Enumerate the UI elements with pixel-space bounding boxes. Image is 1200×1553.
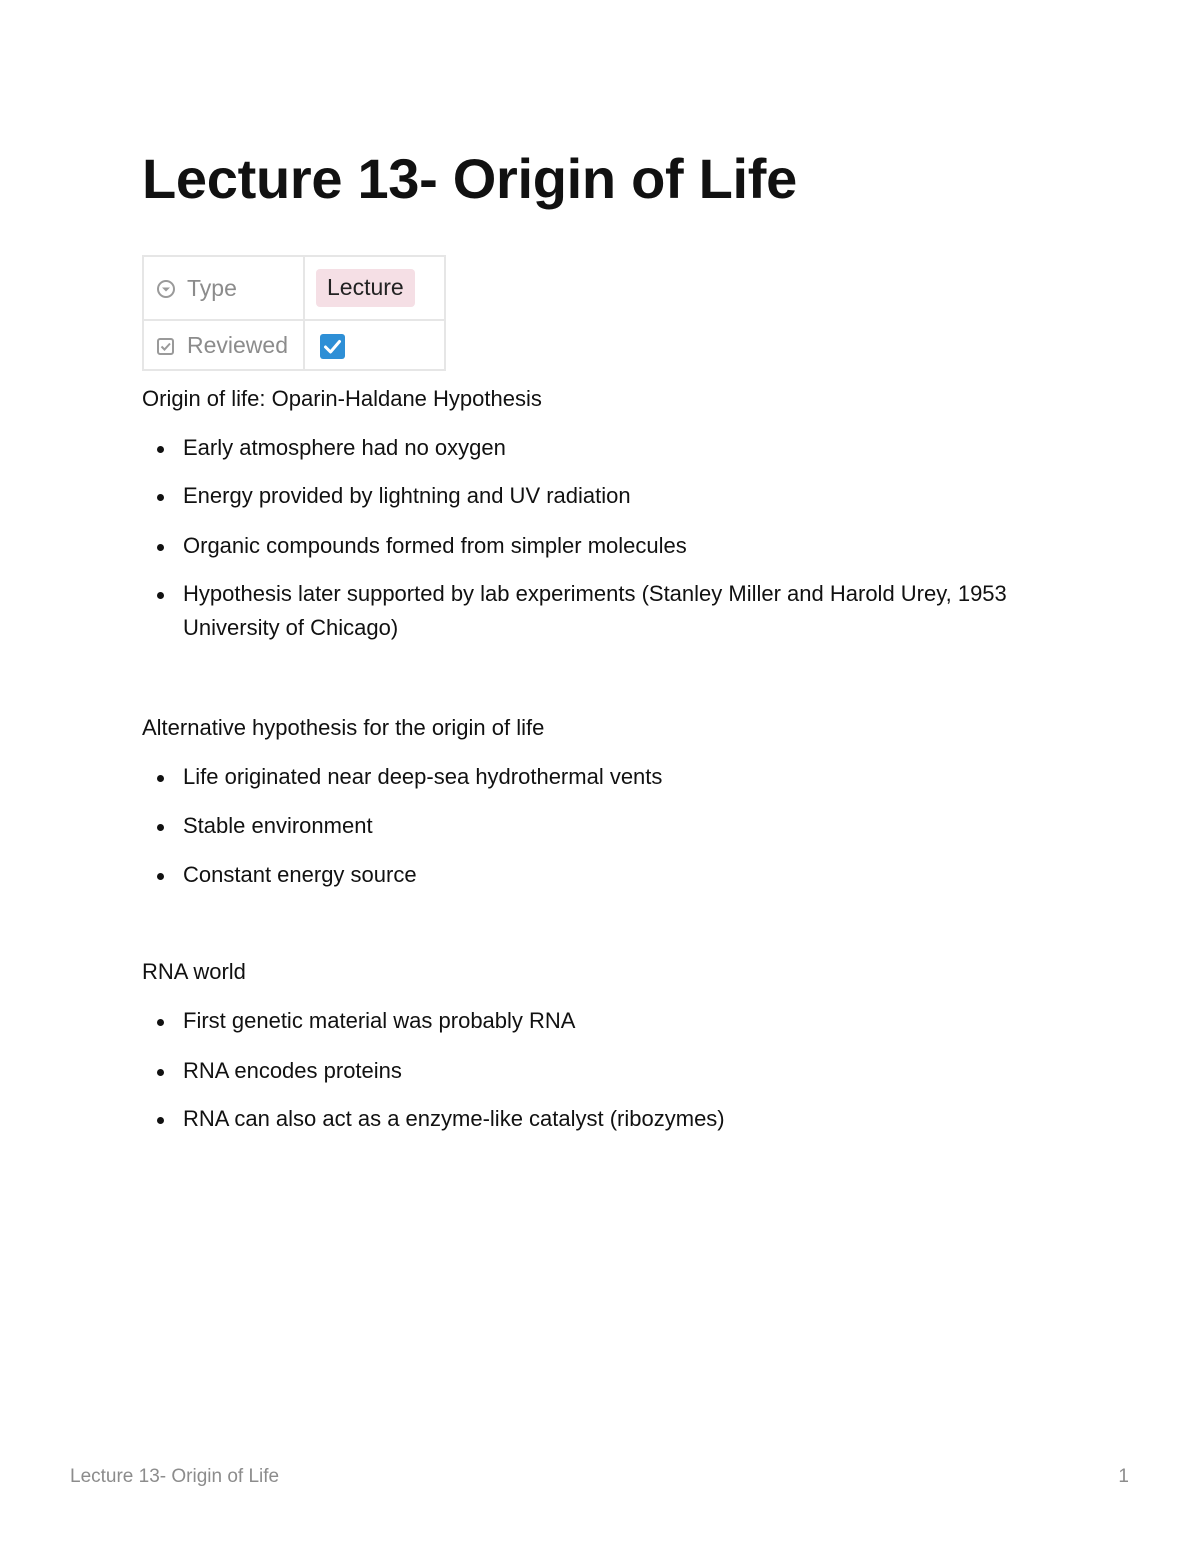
list-item: Early atmosphere had no oxygen <box>142 431 1022 465</box>
property-value-type[interactable] <box>304 256 445 320</box>
property-row-reviewed <box>143 320 445 370</box>
property-label-type: Type <box>187 274 237 301</box>
list-item: Hypothesis later supported by lab experiments (Stanley Miller and Harold Urey, 1953 University of Chicago) <box>142 577 1022 645</box>
properties-table <box>142 255 446 371</box>
section-heading-rna-world: RNA world <box>142 959 246 984</box>
list-item: First genetic material was probably RNA <box>142 1004 1022 1038</box>
bullet-list-oparin-haldane <box>142 431 1022 645</box>
footer-title: Lecture 13- Origin of Life <box>70 1466 280 1487</box>
list-item: RNA encodes proteins <box>142 1054 1022 1088</box>
section-heading-alternative: Alternative hypothesis for the origin of life <box>142 715 545 740</box>
property-key-type <box>143 256 304 320</box>
list-item: Constant energy source <box>142 858 1022 892</box>
section-heading-oparin-haldane: Origin of life: Oparin-Haldane Hypothesis <box>142 386 542 411</box>
property-value-reviewed <box>304 320 445 370</box>
bullet-list-alternative <box>142 760 1022 892</box>
reviewed-checkbox[interactable] <box>320 334 345 359</box>
page-title: Lecture 13- Origin of Life <box>142 147 797 210</box>
checkbox-property-icon <box>156 335 176 355</box>
property-row-type <box>143 256 445 320</box>
list-item: Organic compounds formed from simpler molecules <box>142 529 1022 563</box>
list-item: Energy provided by lightning and UV radiation <box>142 479 1022 513</box>
footer-page-number: 1 <box>1118 1466 1129 1487</box>
select-icon <box>156 278 176 298</box>
list-item: Life originated near deep-sea hydrothermal vents <box>142 760 1022 794</box>
list-item: RNA can also act as a enzyme-like catalyst (ribozymes) <box>142 1102 1022 1136</box>
bullet-list-rna-world <box>142 1004 1022 1136</box>
type-tag[interactable]: Lecture <box>316 269 415 307</box>
property-label-reviewed: Reviewed <box>187 331 288 358</box>
property-key-reviewed <box>143 320 304 370</box>
list-item: Stable environment <box>142 809 1022 843</box>
